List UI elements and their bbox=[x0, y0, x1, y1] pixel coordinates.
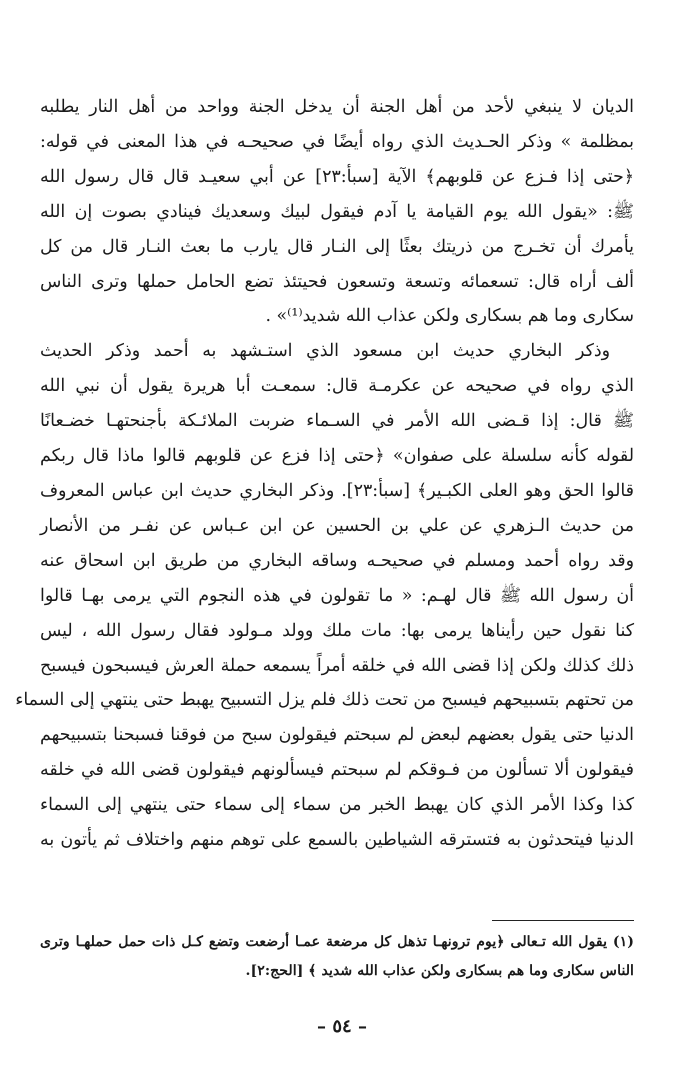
text-line: كنا نقول حين رأيناها يرمى بها: مات ملك وولد مـولود فقال رسول الله ، ليس bbox=[40, 620, 634, 641]
text-line: الدنيا فيتحدثون به فتسترقه الشياطين بالسمع على توهم منهم واختلاف ثم يأتون به bbox=[40, 830, 634, 851]
text-line: ﴿حتى إذا فـزع عن قلوبهم﴾ الآية [سبأ:٢٣] عن أبي سعيـد قال قال رسول الله bbox=[40, 166, 634, 187]
text-line: سكارى وما هم بسكارى ولكن عذاب الله شديد⁽¹⁾» . bbox=[265, 306, 634, 327]
text-line: الديان لا ينبغي لأحد من أهل الجنة أن يدخل الجنة وواحد من أهل النار يطلبه bbox=[40, 97, 634, 117]
text-line: كذا وكذا الأمر الذي كان يهبط الخبر من سماء إلى سماء حتى ينتهي إلى السماء bbox=[40, 795, 634, 816]
footnote bbox=[40, 928, 634, 986]
footnote-line: الناس سكارى وما هم بسكارى ولكن عذاب الله شديد ﴾ [الحج:٢]. bbox=[245, 963, 634, 979]
text-line: يأمرك أن تخـرج من ذريتك بعثًا إلى النـار قال يارب ما بعث النـار قال من كل bbox=[40, 236, 634, 257]
footnote-line: (١) يقول الله تـعالى ﴿يوم ترونهـا تذهل كل مرضعة عمـا أرضعت وتضع كـل ذات حمل حملهـا وترى bbox=[40, 934, 634, 950]
text-line: فيقولون ألا تسألون من فـوقكم لم سبحتم فيسألونهم فيقولون قضى الله في خلقه bbox=[40, 760, 634, 781]
text-line: لقوله كأنه سلسلة على صفوان» ﴿حتى إذا فزع عن قلوبهم قالوا ماذا قال ربكم bbox=[40, 446, 634, 467]
text-line: قالوا الحق وهو العلى الكبـير﴾ [سبأ:٢٣]. وذكر البخاري حديث ابن عباس المعروف bbox=[40, 480, 634, 501]
text-line: وقد رواه أحمد ومسلم في صحيحـه وساقه البخاري من طريق ابن اسحاق عنه bbox=[40, 550, 634, 571]
text-line: ﷺ قال: إذا قـضى الله الأمر في السـماء ضربت الملائـكة بأجنحتهـا خضـعانًا bbox=[40, 411, 634, 432]
text-line: الدنيا حتى يقول بعضهم لبعض لم سبحتم فيقولون سبح من فوقنا فسبحنا بتسبيحهم bbox=[40, 725, 634, 746]
page-number: – ٥٤ – bbox=[317, 1016, 367, 1037]
text-line: وذكر البخاري حديث ابن مسعود الذي استـشهد به أحمد وذكر الحديث bbox=[40, 341, 610, 362]
main-text bbox=[15, 90, 634, 858]
footnote-separator bbox=[492, 920, 634, 921]
text-line: بمظلمة » وذكر الحـديث الذي رواه أيضًا في صحيحـه في هذا المعنى في قوله: bbox=[40, 131, 634, 152]
paragraph-1 bbox=[40, 90, 634, 334]
text-line: من تحتهم بتسبيحهم فيسبح من تحت ذلك فلم يزل التسبيح يهبط حتى ينتهي إلى السماء bbox=[15, 690, 634, 711]
text-line: من حديث الـزهري عن علي بن الحسين عن ابن عـباس عن نفـر من الأنصار bbox=[40, 515, 634, 536]
paragraph-2 bbox=[15, 334, 634, 858]
text-line: ﷺ: «يقول الله يوم القيامة يا آدم فيقول لبيك وسعديك فينادي بصوت إن الله bbox=[40, 201, 634, 222]
text-line: أن رسول الله ﷺ قال لهـم: « ما تقولون في هذه النجوم التي يرمى بهـا قالوا bbox=[40, 585, 634, 606]
text-line: ذلك كذلك ولكن إذا قضى الله في خلقه أمراً يسمعه حملة العرش فيسبحون فيسبح bbox=[40, 655, 634, 676]
text-line: الذي رواه في صحيحه عن عكرمـة قال: سمعـت أبا هريرة يقول أن نبي الله bbox=[40, 376, 634, 397]
text-line: ألف أراه قال: تسعمائه وتسعة وتسعون فحيتئذ تضع الحامل حملها وترى الناس bbox=[40, 271, 634, 292]
